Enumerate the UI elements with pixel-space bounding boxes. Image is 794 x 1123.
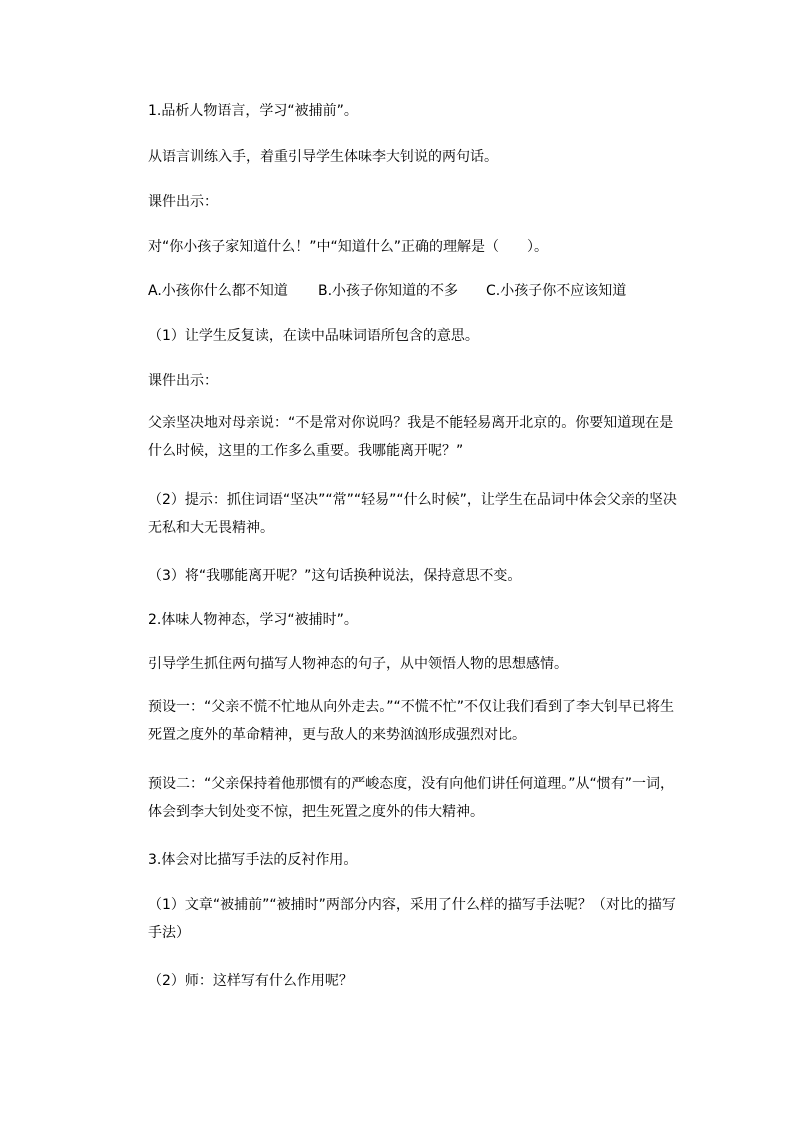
paragraph-language-training: 从语言训练入手，着重引导学生体味李大钊说的两句话。 xyxy=(148,149,498,165)
answer-choices xyxy=(148,277,678,305)
step-1-repeat-reading: （1）让学生反复读，在读中品味词语所包含的意思。 xyxy=(148,328,479,344)
section-3-heading: 3.体会对比描写手法的反衬作用。 xyxy=(148,852,358,868)
step-2-teacher-question: （2）师：这样写有什么作用呢？ xyxy=(148,973,353,989)
paragraph-guide-students: 引导学生抓住两句描写人物神态的句子，从中领悟人物的思想感情。 xyxy=(148,656,568,672)
section-1-heading: 1.品析人物语言，学习“被捕前”。 xyxy=(148,103,358,119)
section-2-heading: 2.体味人物神态，学习“被捕时”。 xyxy=(148,612,358,628)
father-quote-paragraph: 父亲坚决地对母亲说：“不是常对你说吗？我是不能轻易离开北京的。你要知道现在是什么时候，这里的工作多么重要。我哪能离开呢？” xyxy=(148,415,674,459)
choice-a: A.小孩你什么都不知道 xyxy=(148,283,288,299)
courseware-label-2: 课件出示： xyxy=(148,373,218,389)
step-2-hint: （2）提示：抓住词语“坚决”“常”“轻易”“什么时候”，让学生在品词中体会父亲的坚决无私和大无畏精神。 xyxy=(148,492,677,536)
preset-one-paragraph: 预设一：“父亲不慌不忙地从向外走去。”“不慌不忙”不仅让我们看到了李大钊早已将生死置之度外的革命精神，更与敌人的来势汹汹形成强烈对比。 xyxy=(148,699,675,743)
step-3-rephrase: （3）将“我哪能离开呢？”这句话换种说法，保持意思不变。 xyxy=(148,568,522,584)
question-stem: 对“你小孩子家知道什么！”中“知道什么”正确的理解是（ ）。 xyxy=(148,239,549,255)
preset-two-paragraph: 预设二：“父亲保持着他那惯有的严峻态度，没有向他们讲任何道理。”从“惯有”一词，体会到李大钊处变不惊，把生死置之度外的伟大精神。 xyxy=(148,776,675,820)
choice-b: B.小孩子你知道的不多 xyxy=(318,283,459,299)
choice-c: C.小孩子你不应该知道 xyxy=(486,283,627,299)
courseware-label-1: 课件出示： xyxy=(148,194,218,210)
step-1-contrast-question: （1）文章“被捕前”“被捕时”两部分内容，采用了什么样的描写手法呢？（对比的描写手法） xyxy=(148,897,676,941)
